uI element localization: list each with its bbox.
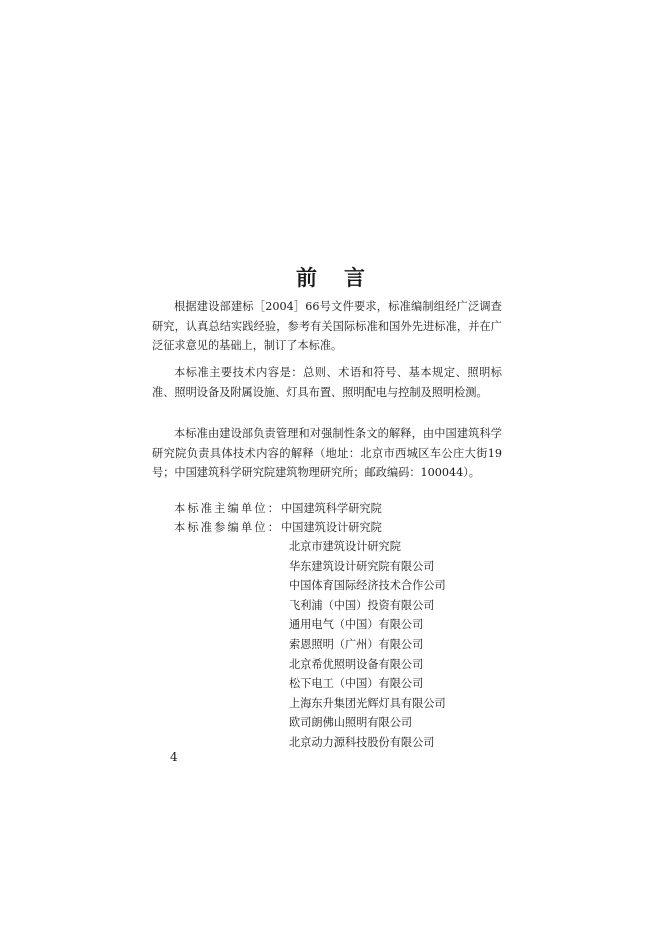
paragraph-background: 根据建设部建标［2004］66号文件要求，标准编制组经广泛调查研究，认真总结实践经验，参考有关国际标准和国外先进标准，并在广泛征求意见的基础上，制订了本标准。 [152, 300, 502, 353]
participant-item: 中国体育国际经济技术合作公司 [289, 579, 446, 593]
participant-item: 华东建筑设计研究院有限公司 [289, 559, 435, 573]
paragraph-contents: 本标准主要技术内容是：总则、术语和符号、基本规定、照明标准、照明设备及附属设施、灯具布置、照明配电与控制及照明检测。 [152, 366, 502, 399]
chief-editor-line [174, 499, 382, 518]
participant-item: 北京动力源科技股份有限公司 [289, 735, 435, 749]
participant-list [289, 537, 446, 753]
participant-first: 中国建筑设计研究院 [281, 521, 382, 534]
page-title [0, 262, 662, 292]
title-char-2: 言 [344, 265, 366, 290]
participants-line [174, 518, 382, 537]
page-number: 4 [170, 750, 178, 764]
participant-item: 松下电工（中国）有限公司 [289, 677, 424, 691]
participant-item: 上海东升集团光辉灯具有限公司 [289, 696, 446, 710]
participant-item: 欧司朗佛山照明有限公司 [289, 716, 413, 730]
paragraph-management: 本标准由建设部负责管理和对强制性条文的解释，由中国建筑科学研究院负责具体技术内容的解释（地址：北京市西城区车公庄大街19号；中国建筑科学研究院建筑物理研究所；邮政编码：100044）。 [152, 427, 502, 480]
chief-editor-name: 中国建筑科学研究院 [281, 502, 382, 515]
participant-item: 通用电气（中国）有限公司 [289, 618, 424, 632]
participant-item: 北京希优照明设备有限公司 [289, 657, 424, 671]
participant-item: 索恩照明（广州）有限公司 [289, 637, 424, 651]
participant-item: 飞利浦（中国）投资有限公司 [289, 598, 435, 612]
participants-label: 本标准参编单位： [174, 521, 282, 534]
participant-item: 北京市建筑设计研究院 [289, 540, 401, 553]
title-char-1: 前 [296, 265, 318, 290]
chief-editor-label: 本标准主编单位： [174, 502, 282, 515]
